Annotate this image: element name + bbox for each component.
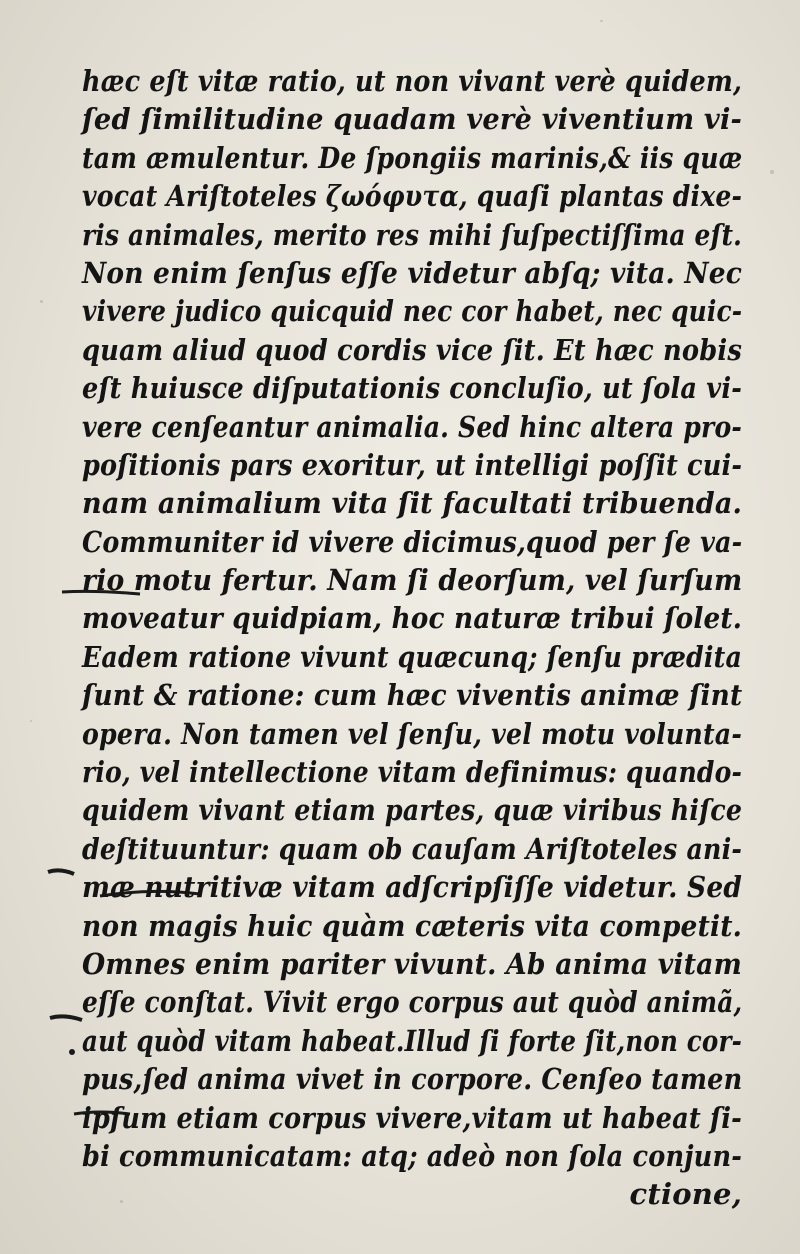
text-line: poſitionis pars exoritur, ut intelligi poſſit cui- (82, 447, 743, 482)
text-line: moveatur quidpiam, hoc naturæ tribui ſolet. (82, 601, 743, 636)
margin-dash-mark (48, 870, 74, 874)
text-line: hæc eſt vitæ ratio, ut non vivant verè quidem, (82, 64, 743, 98)
text-line: ipſum etiam corpus vivere,vitam ut habeat ſi- (82, 1100, 742, 1135)
margin-dash-mark (50, 1016, 82, 1020)
text-line: bi communicatam: atq; adeò non ſola conjun- (82, 1138, 743, 1173)
text-line: rio, vel intellectione vitam definimus: quando- (82, 755, 743, 790)
text-line: ris animales, merito res mihi ſuſpectiſſima eſt. (82, 217, 743, 252)
text-line: vocat Ariſtoteles ζωόφυτα, quaſi plantas dixe- (82, 179, 743, 214)
text-line: nam animalium vita ſit facultati tribuenda. (82, 486, 743, 521)
catchword: ctione, (629, 1177, 742, 1212)
text-line: mæ nutritivæ vitam adſcripſiſſe videtur. Sed (82, 870, 742, 905)
text-line: Non enim ſenſus eſſe videtur abſq; vita. Nec (82, 255, 743, 290)
text-line: ſunt & ratione: cum hæc viventis animæ ſint (82, 678, 743, 713)
body-text (82, 62, 742, 1214)
text-line: eſſe conſtat. Vivit ergo corpus aut quòd animã, (82, 985, 743, 1020)
text-line: opera. Non tamen vel ſenſu, vel motu volunta- (82, 716, 742, 751)
text-line: pus,ſed anima vivet in corpore. Cenſeo tamen (82, 1062, 743, 1097)
text-line: vivere judico quicquid nec cor habet, nec quic- (82, 294, 743, 329)
text-line: eſt huiusce diſputationis concluſio, ut ſola vi- (82, 371, 743, 406)
text-line: deſtituuntur: quam ob cauſam Ariſtoteles ani- (82, 831, 743, 866)
text-line: Communiter id vivere dicimus,quod per ſe va- (82, 524, 743, 559)
text-line: tam æmulentur. De ſpongiis marinis,& iis quæ (82, 140, 743, 175)
text-line: quidem vivant etiam partes, quæ viribus hiſce (82, 793, 743, 828)
text-line: Eadem ratione vivunt quæcunq; ſenſu prædita (82, 639, 742, 674)
text-line: non magis huic quàm cæteris vita competit. (82, 908, 743, 943)
margin-dot-mark (69, 1049, 75, 1055)
text-line: ſed ſimilitudine quadam verè viventium vi- (82, 102, 743, 137)
text-line: Omnes enim pariter vivunt. Ab anima vitam (82, 946, 742, 981)
text-line: aut quòd vitam habeat.Illud ſi forte ſit,non cor- (82, 1023, 742, 1058)
text-line: vere cenſeantur animalia. Sed hinc altera pro- (82, 409, 743, 444)
text-line: quam aliud quod cordis vice ſit. Et hæc nobis (82, 332, 743, 367)
text-line: rio motu fertur. Nam ſi deorſum, vel ſurſum (82, 563, 743, 598)
